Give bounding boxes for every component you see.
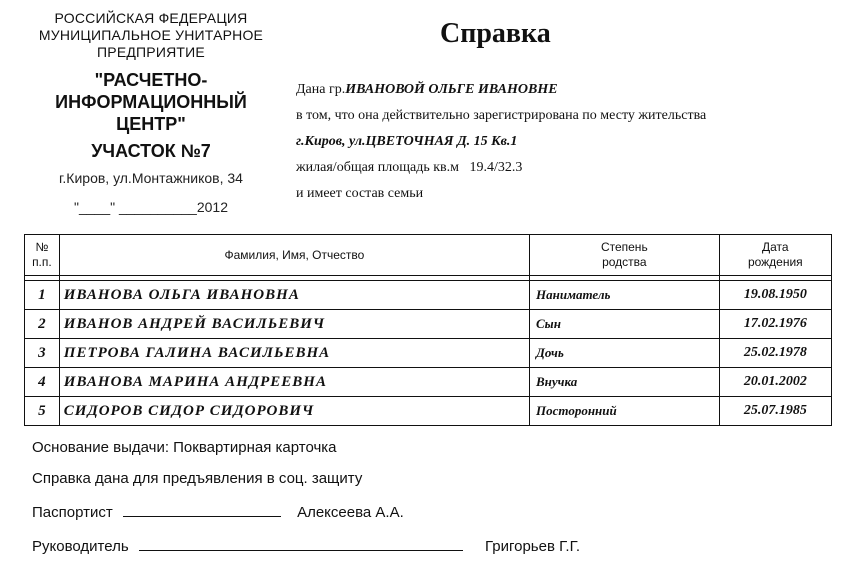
header-dob-line2: рождения bbox=[747, 255, 803, 269]
row-dob: 25.02.1978 bbox=[719, 339, 831, 368]
row-num: 1 bbox=[25, 281, 60, 310]
header-num-line2: п.п. bbox=[32, 255, 52, 269]
table-header-row bbox=[25, 235, 832, 276]
row-relation: Посторонний bbox=[530, 397, 720, 426]
row-dob: 17.02.1976 bbox=[719, 310, 831, 339]
purpose-text: Справка дана для предъявления в соц. защиту bbox=[32, 470, 363, 487]
row-fio: СИДОРОВ СИДОР СИДОРОВИЧ bbox=[59, 397, 529, 426]
row-relation: Внучка bbox=[530, 368, 720, 397]
head-signature-field bbox=[139, 536, 463, 551]
header-dob bbox=[719, 235, 831, 276]
org-country: РОССИЙСКАЯ ФЕДЕРАЦИЯ bbox=[54, 10, 248, 26]
org-address: г.Киров, ул.Монтажников, 34 bbox=[59, 170, 243, 186]
head-name: Григорьев Г.Г. bbox=[484, 538, 581, 555]
row-num: 4 bbox=[25, 368, 60, 397]
passport-signature-line bbox=[32, 502, 404, 522]
org-name-line3: ЦЕНТР" bbox=[116, 114, 186, 134]
org-section: УЧАСТОК №7 bbox=[91, 141, 211, 161]
header-relation-line2: родства bbox=[602, 255, 647, 269]
issued-to-line bbox=[296, 82, 558, 98]
row-fio: ИВАНОВА ОЛЬГА ИВАНОВНА bbox=[59, 281, 529, 310]
row-num: 2 bbox=[25, 310, 60, 339]
document-title: Справка bbox=[440, 18, 551, 49]
basis-text: Основание выдачи: Поквартирная карточка bbox=[32, 439, 337, 456]
table-row bbox=[25, 310, 832, 339]
passport-signature-field bbox=[123, 502, 281, 517]
registration-address bbox=[296, 134, 517, 150]
org-type: МУНИЦИПАЛЬНОЕ УНИТАРНОЕ bbox=[38, 27, 264, 43]
header-fio: Фамилия, Имя, Отчество bbox=[59, 235, 529, 276]
row-fio: ПЕТРОВА ГАЛИНА ВАСИЛЬЕВНА bbox=[59, 339, 529, 368]
header-relation-line1: Степень bbox=[600, 240, 648, 254]
header-dob-line1: Дата bbox=[762, 240, 789, 254]
org-name-line2: ИНФОРМАЦИОННЫЙ bbox=[55, 92, 247, 112]
row-dob: 25.07.1985 bbox=[719, 397, 831, 426]
row-fio: ИВАНОВ АНДРЕЙ ВАСИЛЬЕВИЧ bbox=[59, 310, 529, 339]
row-relation: Дочь bbox=[530, 339, 720, 368]
issued-name: ИВАНОВОЙ ОЛЬГЕ ИВАНОВНЕ bbox=[345, 82, 558, 97]
row-dob: 19.08.1950 bbox=[719, 281, 831, 310]
registration-address-text: г.Киров, ул.ЦВЕТОЧНАЯ Д. 15 Кв.1 bbox=[296, 134, 518, 149]
table-row bbox=[25, 397, 832, 426]
table-row bbox=[25, 368, 832, 397]
row-fio: ИВАНОВА МАРИНА АНДРЕЕВНА bbox=[59, 368, 529, 397]
header-num-line1: № bbox=[35, 240, 49, 254]
org-type-2: ПРЕДПРИЯТИЕ bbox=[97, 44, 205, 60]
row-relation: Наниматель bbox=[530, 281, 720, 310]
passport-name: Алексеева А.А. bbox=[297, 504, 404, 521]
family-members-table bbox=[24, 234, 832, 426]
area-label: жилая/общая площадь кв.м bbox=[296, 160, 460, 175]
org-name-line1: "РАСЧЕТНО- bbox=[94, 70, 208, 90]
row-relation: Сын bbox=[530, 310, 720, 339]
issue-date-line: "____" __________2012 bbox=[74, 199, 228, 215]
row-num: 3 bbox=[25, 339, 60, 368]
head-signature-line bbox=[32, 536, 580, 556]
header-num bbox=[25, 235, 60, 276]
row-num: 5 bbox=[25, 397, 60, 426]
header-relation bbox=[530, 235, 720, 276]
head-label: Руководитель bbox=[32, 538, 129, 555]
family-text: и имеет состав семьи bbox=[296, 186, 424, 201]
table-row bbox=[25, 339, 832, 368]
issued-prefix: Дана гр. bbox=[296, 82, 346, 97]
table-row bbox=[25, 281, 832, 310]
area-value: 19.4/32.3 bbox=[469, 160, 523, 175]
row-dob: 20.01.2002 bbox=[719, 368, 831, 397]
registered-text: в том, что она действительно зарегистрирована по месту жительства bbox=[296, 108, 707, 123]
passport-label: Паспортист bbox=[32, 504, 113, 521]
area-line bbox=[296, 160, 522, 176]
